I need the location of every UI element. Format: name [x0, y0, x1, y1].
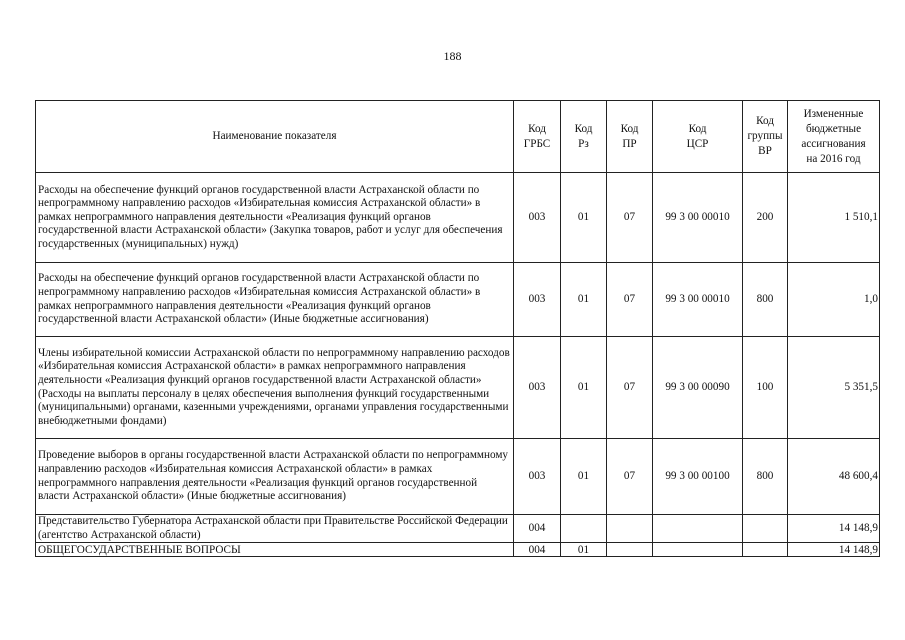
table-header-row — [36, 101, 880, 173]
row-rz: 01 — [561, 173, 607, 263]
row-amount: 1 510,1 — [788, 173, 880, 263]
row-csr — [653, 543, 743, 557]
row-name: Расходы на обеспечение функций органов государственной власти Астраханской области по непрограммному направлению расходов «Избирательная комиссия Астраханской области» в рамках непрограммного направления деятельности «Реализация функций органов государственной власти Астраханской области» (Закупка товаров, работ и услуг для обеспечения государственных (муниципальных) нужд) — [36, 173, 514, 263]
table-row — [36, 543, 880, 557]
row-pr: 07 — [607, 173, 653, 263]
row-pr — [607, 515, 653, 543]
row-pr: 07 — [607, 263, 653, 337]
row-pr — [607, 543, 653, 557]
row-name: ОБЩЕГОСУДАРСТВЕННЫЕ ВОПРОСЫ — [36, 543, 514, 557]
row-grbs: 003 — [514, 263, 561, 337]
row-csr — [653, 515, 743, 543]
row-amount: 48 600,4 — [788, 439, 880, 515]
header-grbs: Код ГРБС — [514, 101, 561, 173]
table-row — [36, 263, 880, 337]
row-grbs: 003 — [514, 337, 561, 439]
row-csr: 99 3 00 00090 — [653, 337, 743, 439]
row-pr: 07 — [607, 439, 653, 515]
row-pr: 07 — [607, 337, 653, 439]
header-pr: Код ПР — [607, 101, 653, 173]
table-row — [36, 337, 880, 439]
table-row — [36, 173, 880, 263]
row-vr: 800 — [743, 263, 788, 337]
row-vr — [743, 515, 788, 543]
row-vr: 200 — [743, 173, 788, 263]
row-csr: 99 3 00 00010 — [653, 173, 743, 263]
header-csr: Код ЦСР — [653, 101, 743, 173]
header-rz: Код Рз — [561, 101, 607, 173]
row-rz: 01 — [561, 263, 607, 337]
header-amount: Измененные бюджетные ассигнования на 2016 год — [788, 101, 880, 173]
budget-table — [35, 100, 880, 557]
row-name: Проведение выборов в органы государственной власти Астраханской области по непрограммному направлению расходов «Избирательная комиссия Астраханской области» в рамках непрограммного направления деятельности «Реализация функций органов государственной власти Астраханской области» (Иные бюджетные ассигнования) — [36, 439, 514, 515]
row-vr: 100 — [743, 337, 788, 439]
row-csr: 99 3 00 00010 — [653, 263, 743, 337]
row-name: Члены избирательной комиссии Астраханской области по непрограммному направлению расходов «Избирательная комиссия Астраханской области» в рамках непрограммного направления деятельности «Реализация функций органов государственной власти Астраханской области» (Расходы на выплаты персоналу в целях обеспечения выполнения функций государственными (муниципальными) органами, казенными учреждениями, органами управления государственными внебюджетными фондами) — [36, 337, 514, 439]
row-amount: 5 351,5 — [788, 337, 880, 439]
row-rz: 01 — [561, 337, 607, 439]
header-vr: Код группы ВР — [743, 101, 788, 173]
table-row — [36, 439, 880, 515]
row-rz — [561, 515, 607, 543]
row-rz: 01 — [561, 439, 607, 515]
row-name: Расходы на обеспечение функций органов государственной власти Астраханской области по непрограммному направлению расходов «Избирательная комиссия Астраханской области» в рамках непрограммного направления деятельности «Реализация функций органов государственной власти Астраханской области» (Иные бюджетные ассигнования) — [36, 263, 514, 337]
row-grbs: 003 — [514, 173, 561, 263]
row-vr: 800 — [743, 439, 788, 515]
row-amount: 14 148,9 — [788, 543, 880, 557]
row-csr: 99 3 00 00100 — [653, 439, 743, 515]
table-row — [36, 515, 880, 543]
row-grbs: 004 — [514, 543, 561, 557]
row-vr — [743, 543, 788, 557]
row-amount: 14 148,9 — [788, 515, 880, 543]
row-grbs: 003 — [514, 439, 561, 515]
row-name: Представительство Губернатора Астраханской области при Правительстве Российской Федерации (агентство Астраханской области) — [36, 515, 514, 543]
row-grbs: 004 — [514, 515, 561, 543]
page-number: 188 — [443, 49, 462, 63]
header-name: Наименование показателя — [36, 101, 514, 173]
row-rz: 01 — [561, 543, 607, 557]
row-amount: 1,0 — [788, 263, 880, 337]
